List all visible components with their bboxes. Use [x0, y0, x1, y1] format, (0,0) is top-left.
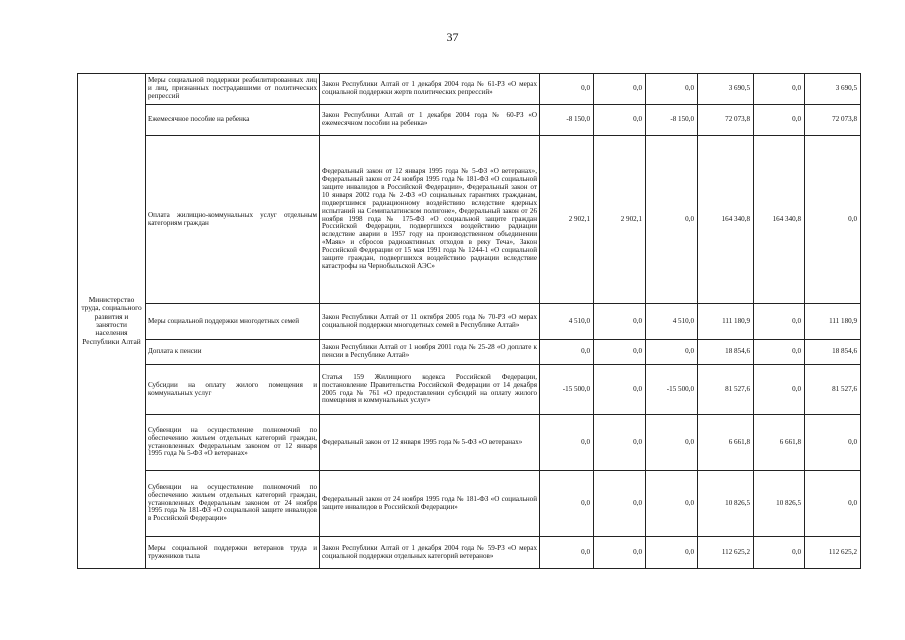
value-cell: 0,0 — [646, 537, 698, 569]
measure-cell: Доплата к пенсии — [146, 340, 320, 365]
value-cell: 0,0 — [805, 415, 861, 471]
value-cell: 72 073,8 — [698, 105, 754, 136]
legal-basis-cell: Закон Республики Алтай от 1 ноября 2001 года № 25-28 «О доплате к пенсии в Республике Алтай» — [320, 340, 540, 365]
value-cell: 111 180,9 — [698, 304, 754, 340]
value-cell: 0,0 — [754, 340, 805, 365]
value-cell: -8 150,0 — [646, 105, 698, 136]
table-row — [78, 74, 861, 105]
value-cell: -8 150,0 — [540, 105, 594, 136]
value-cell: 0,0 — [540, 415, 594, 471]
measure-cell: Меры социальной поддержки реабилитированных лиц и лиц, признанных пострадавшими от политических репрессий — [146, 74, 320, 105]
value-cell: 3 690,5 — [805, 74, 861, 105]
measure-cell: Ежемесячное пособие на ребенка — [146, 105, 320, 136]
value-cell: 0,0 — [540, 340, 594, 365]
value-cell: 0,0 — [594, 471, 646, 537]
value-cell: 0,0 — [594, 415, 646, 471]
table-row — [78, 365, 861, 415]
measure-cell: Субвенции на осуществление полномочий по обеспечению жильем отдельных категорий граждан, установленных Федеральным законом от 12 января 1995 года № 5-ФЗ «О ветеранах» — [146, 415, 320, 471]
legal-basis-cell: Статья 159 Жилищного кодекса Российской Федерации, постановление Правительства Российской Федерации от 14 декабря 2005 года № 761 «О предоставлении субсидий на оплату жилого помещения и коммунальных услуг» — [320, 365, 540, 415]
value-cell: 0,0 — [805, 471, 861, 537]
value-cell: 18 854,6 — [698, 340, 754, 365]
legal-basis-cell: Закон Республики Алтай от 1 декабря 2004 года № 61-РЗ «О мерах социальной поддержки жертв политических репрессий» — [320, 74, 540, 105]
page-number: 37 — [446, 30, 459, 44]
value-cell: 0,0 — [805, 136, 861, 304]
value-cell: 0,0 — [594, 537, 646, 569]
value-cell: 10 826,5 — [698, 471, 754, 537]
measure-cell: Субсидии на оплату жилого помещения и коммунальных услуг — [146, 365, 320, 415]
table-row — [78, 340, 861, 365]
value-cell: 0,0 — [754, 537, 805, 569]
table-row — [78, 537, 861, 569]
value-cell: 0,0 — [540, 471, 594, 537]
table-row — [78, 415, 861, 471]
department-cell: Министерство труда, социального развития и занятости населения Республики Алтай — [78, 74, 146, 569]
legal-basis-cell: Закон Республики Алтай от 11 октября 2005 года № 70-РЗ «О мерах социальной поддержки многодетных семей в Республике Алтай» — [320, 304, 540, 340]
value-cell: 6 661,8 — [754, 415, 805, 471]
value-cell: 112 625,2 — [698, 537, 754, 569]
value-cell: 0,0 — [646, 471, 698, 537]
table-row — [78, 471, 861, 537]
value-cell: 0,0 — [646, 415, 698, 471]
value-cell: 112 625,2 — [805, 537, 861, 569]
value-cell: 81 527,6 — [698, 365, 754, 415]
budget-table — [77, 73, 861, 569]
value-cell: 4 510,0 — [646, 304, 698, 340]
value-cell: 0,0 — [646, 340, 698, 365]
value-cell: 164 340,8 — [754, 136, 805, 304]
table-row — [78, 136, 861, 304]
value-cell: 81 527,6 — [805, 365, 861, 415]
value-cell: 2 902,1 — [594, 136, 646, 304]
table-row — [78, 304, 861, 340]
legal-basis-cell: Закон Республики Алтай от 1 декабря 2004 года № 59-РЗ «О мерах социальной поддержки отдельных категорий ветеранов» — [320, 537, 540, 569]
value-cell: 0,0 — [594, 74, 646, 105]
measure-cell: Меры социальной поддержки ветеранов труда и тружеников тыла — [146, 537, 320, 569]
value-cell: 0,0 — [754, 365, 805, 415]
value-cell: 72 073,8 — [805, 105, 861, 136]
value-cell: -15 500,0 — [540, 365, 594, 415]
value-cell: 0,0 — [594, 340, 646, 365]
value-cell: 0,0 — [594, 365, 646, 415]
legal-basis-cell: Федеральный закон от 12 января 1995 года № 5-ФЗ «О ветеранах» — [320, 415, 540, 471]
value-cell: 2 902,1 — [540, 136, 594, 304]
value-cell: 0,0 — [646, 74, 698, 105]
value-cell: 4 510,0 — [540, 304, 594, 340]
value-cell: 164 340,8 — [698, 136, 754, 304]
value-cell: 0,0 — [754, 74, 805, 105]
value-cell: 0,0 — [646, 136, 698, 304]
value-cell: -15 500,0 — [646, 365, 698, 415]
value-cell: 0,0 — [540, 74, 594, 105]
measure-cell: Субвенции на осуществление полномочий по обеспечению жильем отдельных категорий граждан, установленных Федеральным законом от 24 ноября 1995 года № 181-ФЗ «О социальной защите инвалидов в Российской Федерации» — [146, 471, 320, 537]
measure-cell: Меры социальной поддержки многодетных семей — [146, 304, 320, 340]
value-cell: 3 690,5 — [698, 74, 754, 105]
measure-cell: Оплата жилищно-коммунальных услуг отдельным категориям граждан — [146, 136, 320, 304]
value-cell: 0,0 — [594, 105, 646, 136]
value-cell: 10 826,5 — [754, 471, 805, 537]
value-cell: 111 180,9 — [805, 304, 861, 340]
value-cell: 0,0 — [594, 304, 646, 340]
value-cell: 6 661,8 — [698, 415, 754, 471]
legal-basis-cell: Закон Республики Алтай от 1 декабря 2004 года № 60-РЗ «О ежемесячном пособии на ребенка» — [320, 105, 540, 136]
table-row — [78, 105, 861, 136]
legal-basis-cell: Федеральный закон от 24 ноября 1995 года № 181-ФЗ «О социальной защите инвалидов в Российской Федерации» — [320, 471, 540, 537]
value-cell: 0,0 — [540, 537, 594, 569]
value-cell: 18 854,6 — [805, 340, 861, 365]
value-cell: 0,0 — [754, 304, 805, 340]
legal-basis-cell: Федеральный закон от 12 января 1995 года № 5-ФЗ «О ветеранах», Федеральный закон от 24 ноября 1995 года № 181-ФЗ «О социальной защите инвалидов в Российской Федерации», Федеральный закон от 10 января 2002 года № 2-ФЗ «О социальных гарантиях гражданам, подвергшимся радиационному воздействию вследствие ядерных испытаний на Семипалатинском полигоне», Федеральный закон от 26 ноября 1998 года № 175-ФЗ «О социальной защите граждан Российской Федерации, подвергшихся воздействию радиации вследствие аварии в 1957 году на производственном объединении «Маяк» и сбросов радиоактивных отходов в реку Теча», Закон Российской Федерации от 15 мая 1991 года № 1244-1 «О социальной защите граждан, подвергшихся воздействию радиации вследствие катастрофы на Чернобыльской АЭС» — [320, 136, 540, 304]
value-cell: 0,0 — [754, 105, 805, 136]
